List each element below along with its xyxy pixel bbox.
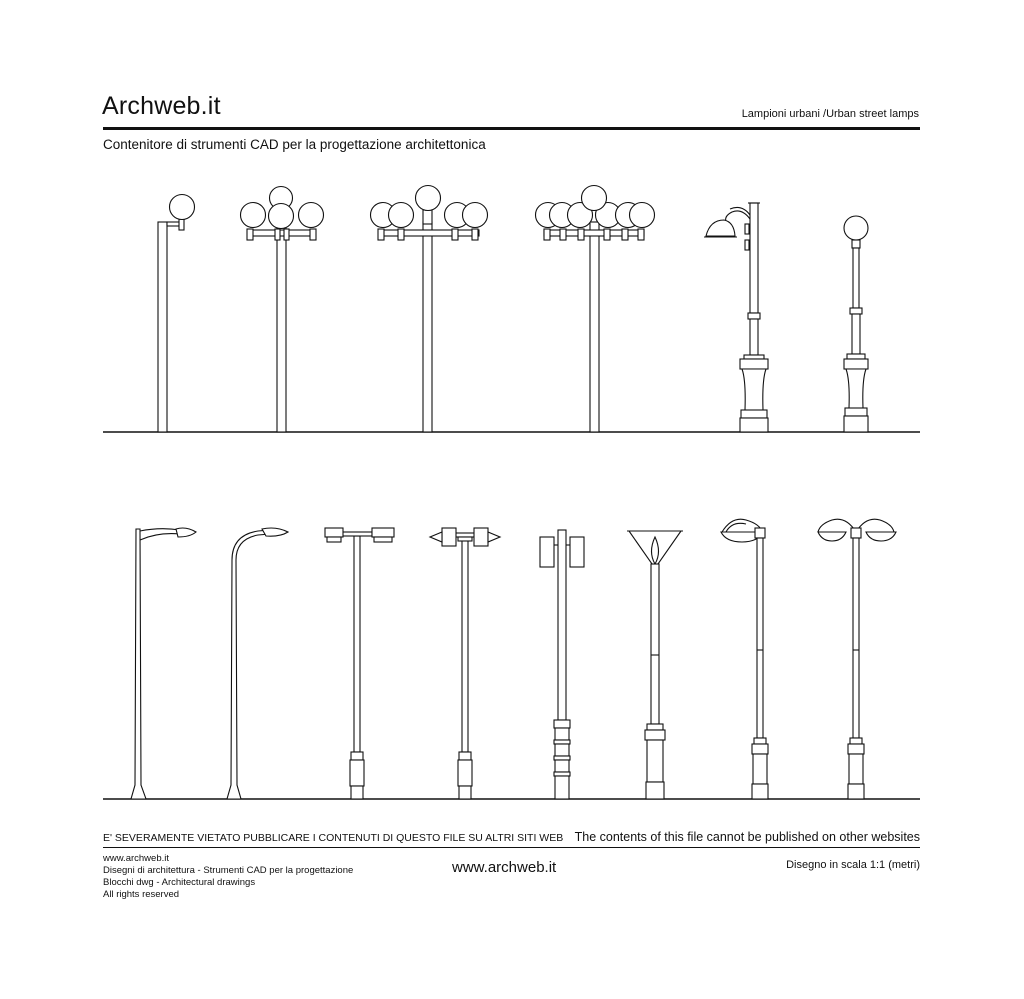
- four-globe-lamp: [241, 187, 324, 433]
- curved-arm-lamp: [227, 528, 288, 799]
- sheet-topic: Lampioni urbani /Urban street lamps: [741, 108, 919, 120]
- copyright-notice-italian: E' SEVERAMENTE VIETATO PUBBLICARE I CONTENUTI DI QUESTO FILE SU ALTRI SITI WEB: [103, 832, 564, 844]
- double-box-lamp: [325, 528, 394, 799]
- sheet-subtitle: Contenitore di strumenti CAD per la progettazione architettonica: [103, 137, 486, 152]
- brand-title: Archweb.it: [102, 92, 221, 120]
- cobra-arm-lamp: [131, 528, 196, 799]
- side-mount-floodlight-lamp: [540, 530, 584, 799]
- classic-single-globe-lamp: [844, 216, 868, 432]
- footer-line-blocks: Blocchi dwg - Architectural drawings: [103, 877, 256, 888]
- single-globe-bracket-lamp: [158, 195, 195, 433]
- footer-website-link[interactable]: www.archweb.it: [452, 859, 557, 876]
- single-dome-arm-lamp: [721, 519, 768, 799]
- footer-rule: [103, 847, 920, 848]
- drawing-scale: Disegno in scala 1:1 (metri): [786, 859, 920, 871]
- footer-line-description: Disegni di architettura - Strumenti CAD per la progettazione: [103, 865, 354, 876]
- footer-info: [103, 853, 353, 901]
- double-floodlight-lamp: [430, 528, 500, 799]
- six-globe-lamp: [536, 186, 655, 433]
- double-dome-arm-lamp: [818, 519, 896, 799]
- classic-shepherd-hook-lamp: [704, 203, 768, 432]
- inverted-cone-lamp: [627, 531, 683, 799]
- five-globe-lamp: [371, 186, 488, 433]
- footer-line-rights: All rights reserved: [103, 889, 180, 900]
- footer-line-website[interactable]: www.archweb.it: [103, 853, 169, 864]
- copyright-notice-english: The contents of this file cannot be published on other websites: [574, 830, 920, 844]
